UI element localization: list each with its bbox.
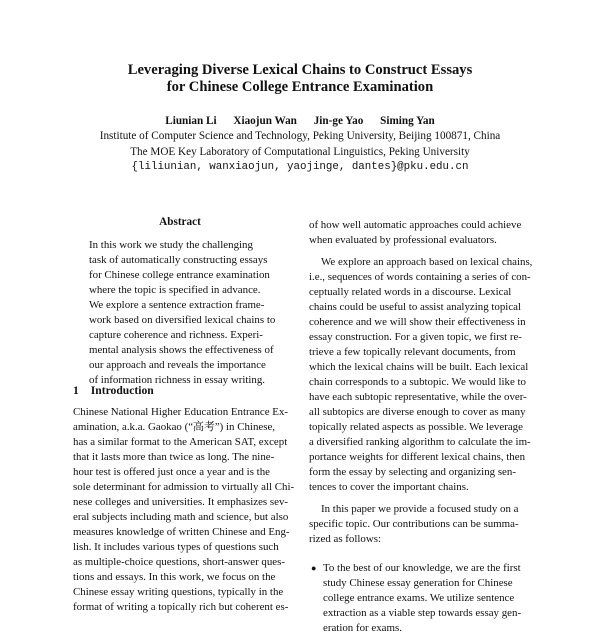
- body-line: Chinese essay writing questions, typically in the: [73, 586, 284, 598]
- body-line: that it lasts more than twice as long. The nine-: [73, 451, 275, 463]
- author-list: [40, 114, 560, 128]
- bullet-line: college entrance exams. We utilize sentence: [323, 592, 515, 604]
- body-line: chains could be useful to assist analyzing topical: [309, 301, 522, 313]
- author-name: Liunian Li: [165, 115, 217, 127]
- bullet-icon: ●: [311, 563, 317, 573]
- section-number: 1: [73, 384, 79, 397]
- abstract-line: task of automatically constructing essays: [89, 254, 268, 266]
- body-line: amination, a.k.a. Gaokao (“高考”) in Chinese,: [73, 421, 276, 433]
- body-line: tions and essays. In this work, we focus on the: [73, 571, 276, 583]
- body-line: form the essay by selecting and organizing sen-: [309, 466, 516, 478]
- body-line: trieve a few topically relevant documents, from: [309, 346, 516, 358]
- body-line: ceptually related words in a discourse. Lexical: [309, 286, 512, 298]
- body-line: lish. It includes various types of questions such: [73, 541, 279, 553]
- body-line: coherence and we will show their effectiveness in: [309, 316, 526, 328]
- body-line: has a similar format to the American SAT, except: [73, 436, 288, 448]
- body-line: We explore an approach based on lexical chains,: [321, 256, 533, 268]
- body-line: Chinese National Higher Education Entrance Ex-: [73, 406, 289, 418]
- title-line-2: for Chinese College Entrance Examination: [166, 79, 434, 95]
- abstract-heading: Abstract: [159, 216, 201, 228]
- affiliation-line: Institute of Computer Science and Technology, Peking University, Beijing 100871, China: [99, 130, 501, 142]
- abstract-body: [89, 238, 288, 388]
- abstract-line: work based on diversified lexical chains to: [89, 314, 276, 326]
- body-line: nese colleges and universities. It emphasizes sev-: [73, 496, 289, 508]
- body-line: essay construction. For a given topic, we first re-: [309, 331, 522, 343]
- abstract-line: capture coherence and richness. Experi-: [89, 329, 263, 341]
- body-line: i.e., sequences of words containing a series of con-: [309, 271, 531, 283]
- body-line: format of writing a topically rich but coherent es-: [73, 601, 289, 613]
- bullet-line: To the best of our knowledge, we are the first: [323, 562, 521, 574]
- author-name: Xiaojun Wan: [233, 115, 297, 127]
- body-line: tences to cover the important chains.: [309, 481, 469, 493]
- body-line: specific topic. Our contributions can be summa-: [309, 518, 519, 530]
- body-line: rized as follows:: [309, 533, 381, 545]
- author-name: Jin-ge Yao: [313, 115, 364, 127]
- body-line: which the lexical chains will be built. Each lexical: [309, 361, 529, 373]
- contribution-bullet: [309, 561, 541, 636]
- affiliations: [40, 129, 560, 176]
- body-line: measures knowledge of written Chinese and Eng-: [73, 526, 290, 538]
- paper-title: [40, 62, 560, 96]
- section-heading-introduction: [73, 384, 154, 398]
- bullet-line: study Chinese essay generation for Chinese: [323, 577, 513, 589]
- body-line: In this paper we provide a focused study on a: [321, 503, 519, 515]
- body-line: when evaluated by professional evaluators.: [309, 234, 497, 246]
- abstract-line: where the topic is specified in advance.: [89, 284, 261, 296]
- abstract-line: We explore a sentence extraction frame-: [89, 299, 265, 311]
- author-name: Siming Yan: [380, 115, 435, 127]
- body-line: as multiple-choice questions, short-answer ques-: [73, 556, 286, 568]
- affiliation-line: The MOE Key Laboratory of Computational Linguistics, Peking University: [130, 145, 470, 158]
- author-emails: {liliunian, wanxiaojun, yaojinge, dantes}@pku.edu.cn: [131, 161, 469, 173]
- body-line: a diversified ranking algorithm to calculate the im-: [309, 436, 531, 448]
- introduction-right-column: [309, 218, 541, 636]
- body-line: portance weights for different lexical chains, then: [309, 451, 526, 463]
- body-line: hour test is offered just once a year and is the: [73, 466, 270, 478]
- body-line: of how well automatic approaches could achieve: [309, 219, 522, 231]
- abstract-line: In this work we study the challenging: [89, 239, 253, 251]
- section-title: Introduction: [90, 384, 154, 397]
- abstract-line: of information richness in essay writing.: [89, 374, 266, 386]
- introduction-left-column: [73, 405, 303, 615]
- body-line: topically related aspects as possible. We leverage: [309, 421, 523, 433]
- abstract-line: for Chinese college entrance examination: [89, 269, 270, 281]
- bullet-line: eration for exams.: [323, 622, 402, 634]
- body-line: have each subtopic representative, while the over-: [309, 391, 527, 403]
- abstract-line: mental analysis shows the effectiveness of: [89, 344, 274, 356]
- body-line: eral subjects including math and science, but also: [73, 511, 289, 523]
- body-line: chain corresponds to a subtopic. We would like to: [309, 376, 526, 388]
- title-line-1: Leveraging Diverse Lexical Chains to Construct Essays: [127, 62, 473, 78]
- abstract-line: our approach and reveals the importance: [89, 359, 266, 371]
- body-line: sole determinant for admission to virtually all Chi-: [73, 481, 295, 493]
- bullet-line: extraction as a viable step towards essay gen-: [323, 607, 522, 619]
- body-line: all subtopics are diverse enough to cover as many: [309, 406, 526, 418]
